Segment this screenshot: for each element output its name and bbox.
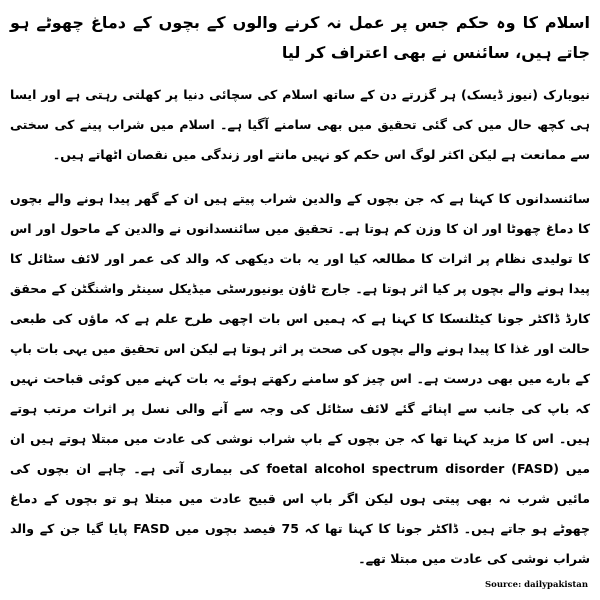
source-credit: Source: dailypakistan — [485, 580, 588, 590]
article-title: اسلام کا وہ حکم جس پر عمل نہ کرنے والوں کے بچوں کے دماغ چھوٹے ہو جاتے ہیں، سائنس نے بھی اعتراف کر لیا — [10, 13, 590, 62]
article-paragraph-intro: نیویارک (نیوز ڈیسک) ہر گزرتے دن کے ساتھ اسلام کی سچائی دنیا پر کھلتی رہتی ہے اور ایسا ہی کچھ حال میں کی گئی تحقیق میں بھی سامنے آگیا ہے۔ اسلام میں شراب پینے کی سختی سے ممانعت ہے لیکن اکثر لوگ اس حکم کو نہیں مانتے اور زندگی میں نقصان اٹھاتے ہیں۔ — [10, 87, 590, 162]
article-paragraph-research: سائنسدانوں کا کہنا ہے کہ جن بچوں کے والدین شراب پیتے ہیں ان کے گھر پیدا ہونے والے بچوں کا دماغ چھوٹا اور ان کا وزن کم ہوتا ہے۔ تحقیق میں سائنسدانوں نے والدین کے ماحول اور اس کا تولیدی نظام پر اثرات کا مطالعہ کیا اور یہ بات دیکھی کہ والد کی عمر اور لائف سٹائل کا پیدا ہونے والے بچوں پر کیا اثر ہوتا ہے۔ جارج ٹاؤن یونیورسٹی میڈیکل سینٹر واشنگٹن کے محقق کارڈ ڈاکٹر جونا کیٹلنسکا کا کہنا ہے کہ ہمیں اس بات اچھی طرح علم ہے کہ ماؤں کی طبعی حالت اور غذا کا پیدا ہونے والے بچوں کی صحت پر اثر ہوتا ہے لیکن اس تحقیق میں یہی بات باپ کے بارے میں بھی درست ہے۔ اس چیز کو سامنے رکھتے ہوئے یہ بات کہنے میں کوئی قباحت نہیں کہ باپ کی جانب سے اپنائے گئے لائف سٹائل کی وجہ سے آنے والی نسل پر اثرات مرتب ہوتے ہیں۔ اس کا مزید کہنا تھا کہ جن بچوں کے باپ شراب نوشی کی عادت میں مبتلا ہوتے ہیں ان میں (FASD) foetal alcohol spectrum disorder کی بیماری آتی ہے۔ چاہے ان بچوں کی مائیں شرب نہ بھی پیتی ہوں لیکن اگر باپ اس قبیح عادت میں مبتلا ہو تو بچوں کے دماغ چھوٹے ہو جاتے ہیں۔ ڈاکٹر جونا کا کہنا تھا کہ 75 فیصد بچوں میں FASD پایا گیا جن کے والد شراب نوشی کی عادت میں مبتلا تھے۔ — [10, 191, 590, 566]
